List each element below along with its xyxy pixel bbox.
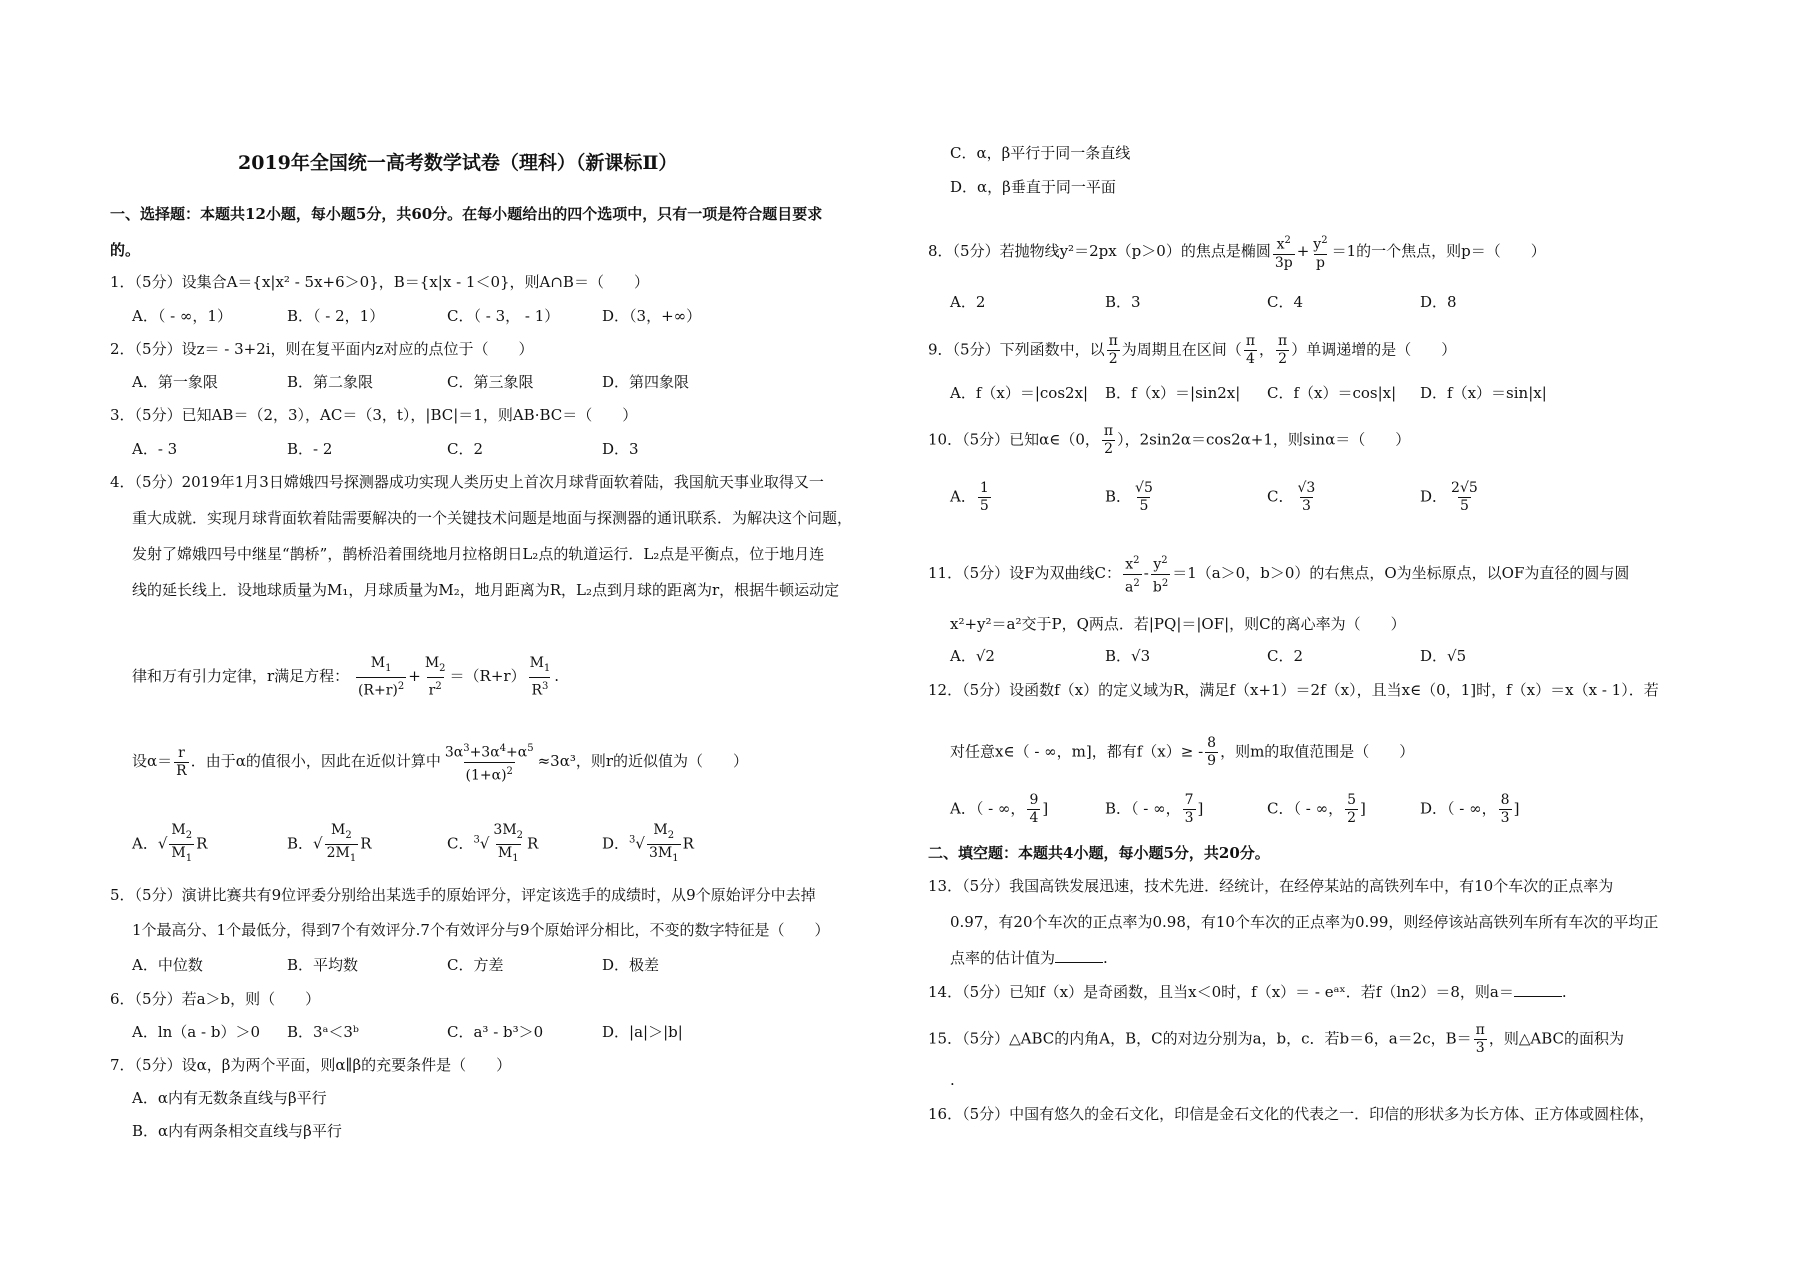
q4-opt-c: C．$^3$√ $\frac{3M_2}{M_1}$ R [447, 822, 538, 867]
section1-heading: 一、选择题：本题共12小题，每小题5分，共60分。在每小题给出的四个选项中，只有一项是符合题目要求 [110, 205, 823, 223]
q6-opt-c: C．a³ - b³＞0 [447, 1023, 544, 1041]
q11-opt-c: C．2 [1267, 647, 1304, 665]
q3-stem: 3．（5分）已知AB＝（2，3），AC＝（3，t），|BC|＝1，则AB·BC＝（ ） [110, 406, 638, 424]
q5-line2: 1个最高分、1个最低分，得到7个有效评分.7个有效评分与9个原始评分相比，不变的数字特征是（ ） [132, 921, 830, 939]
q6-opt-a: A．ln（a - b）＞0 [132, 1023, 260, 1041]
q13-line1: 13．（5分）我国高铁发展迅速，技术先进．经统计，在经停某站的高铁列车中，有10个车次的正点率为 [928, 877, 1614, 895]
q2-opt-d: D．第四象限 [602, 373, 690, 391]
equation-term3: $\frac{M_1}{R^3}$ [529, 655, 551, 699]
q3-opt-c: C．2 [447, 440, 484, 458]
q8-opt-a: A．2 [950, 293, 986, 311]
q10-opt-a: A． $\frac{1}{5}$ [950, 480, 989, 514]
q8-opt-d: D．8 [1420, 293, 1457, 311]
q3-opt-a: A．- 3 [132, 440, 178, 458]
q9-opt-c: C．f（x）＝cos|x| [1267, 384, 1397, 402]
q12-opt-b: B．（ - ∞， $\frac{7}{3}$ ] [1105, 792, 1204, 826]
q16-line1: 16．（5分）中国有悠久的金石文化，印信是金石文化的代表之一．印信的形状多为长方体、正方体或圆柱体， [928, 1105, 1655, 1123]
q1-stem: 1．（5分）设集合A＝{x|x² - 5x+6＞0}，B＝{x|x - 1＜0}，则A∩B＝（ ） [110, 273, 649, 291]
q8-opt-b: B．3 [1105, 293, 1141, 311]
q7-opt-d: D．α，β垂直于同一平面 [950, 178, 1116, 196]
section1-heading-cont: 的。 [110, 241, 141, 259]
q9-stem: 9．（5分）下列函数中，以 $\frac{\pi}{2}$ 为周期且在区间（ $\frac{\pi}{4}$ ， $\frac{\pi}{2}$ ）单调递增的是（ ） [928, 333, 1457, 367]
q14-answer-blank[interactable] [1514, 982, 1562, 997]
q13-line2: 0.97，有20个车次的正点率为0.98，有10个车次的正点率为0.99，则经停该站高铁列车所有车次的平均正 [950, 913, 1659, 931]
q4-line2: 重大成就．实现月球背面软着陆需要解决的一个关键技术问题是地面与探测器的通讯联系．为解决这个问题， [132, 509, 853, 527]
q4-line5-text: 律和万有引力定律，r满足方程： [132, 667, 350, 686]
q15-stem: 15．（5分）△ABC的内角A，B，C的对边分别为a，b，c．若b＝6，a＝2c，B＝ $\frac{\pi}{3}$ ，则△ABC的面积为 [928, 1022, 1624, 1056]
q12-line2: 对任意x∈（ - ∞，m]，都有f（x）≥ - $\frac{8}{9}$ ，则m的取值范围是（ ） [950, 735, 1415, 769]
q1-opt-d: D．（3，+∞） [602, 307, 702, 325]
section2-heading: 二、填空题：本题共4小题，每小题5分，共20分。 [928, 844, 1270, 862]
q7-stem: 7．（5分）设α，β为两个平面，则α∥β的充要条件是（ ） [110, 1056, 512, 1074]
equation-term2: $\frac{M_2}{r^2}$ [424, 655, 446, 699]
q3-opt-d: D．3 [602, 440, 639, 458]
q10-opt-d: D． $\frac{2√5}{5}$ [1420, 480, 1478, 514]
q4-line6: 设α＝ $\frac{r}{R}$ ．由于α的值很小，因此在近似计算中 $\frac{3\alpha^3+3\alpha^4+\alpha^5}{(1+\alpha)^2}$ ≈3α³，则r的近似值为（ ） [132, 740, 748, 784]
q11-opt-d: D．√5 [1420, 647, 1467, 665]
q7-opt-a: A．α内有无数条直线与β平行 [132, 1089, 327, 1107]
q4-opt-a: A．√ $\frac{M_2}{M_1}$ R [132, 822, 207, 867]
q4-line1: 4．（5分）2019年1月3日嫦娥四号探测器成功实现人类历史上首次月球背面软着陆，我国航天事业取得又一 [110, 473, 824, 491]
page-title: 2019年全国统一高考数学试卷（理科）（新课标Ⅱ） [238, 152, 678, 174]
q4-opt-b: B．√ $\frac{M_2}{2M_1}$ R [287, 822, 372, 867]
q5-opt-a: A．中位数 [132, 956, 203, 974]
q8-stem: 8．（5分）若抛物线y²＝2px（p＞0）的焦点是椭圆 $\frac{x^2}{3p}$ + $\frac{y^2}{p}$ ＝1的一个焦点，则p＝（ ） [928, 235, 1546, 271]
q6-opt-d: D．|a|＞|b| [602, 1023, 683, 1041]
q7-opt-c: C．α，β平行于同一条直线 [950, 144, 1131, 162]
q2-opt-a: A．第一象限 [132, 373, 218, 391]
q8-opt-c: C．4 [1267, 293, 1304, 311]
q12-opt-c: C．（ - ∞， $\frac{5}{2}$ ] [1267, 792, 1366, 826]
q15-answer-blank[interactable]: . [950, 1071, 955, 1089]
q1-opt-c: C．（ - 3， - 1） [447, 307, 560, 325]
q11-line2: x²+y²＝a²交于P，Q两点．若|PQ|＝|OF|，则C的离心率为（ ） [950, 615, 1406, 633]
q5-opt-c: C．方差 [447, 956, 504, 974]
q11-opt-a: A．√2 [950, 647, 995, 665]
q14-stem: 14．（5分）已知f（x）是奇函数，且当x＜0时，f（x）＝ - eᵃˣ．若f（ln2）＝8，则a＝ . [928, 983, 1567, 1001]
alpha-def: $\frac{r}{R}$ [176, 744, 187, 779]
q4-line5: 律和万有引力定律，r满足方程： $\frac{M_1}{(R+r)^2}$ + $\frac{M_2}{r^2}$ ＝（R+r） $\frac{M_1}{R^3}$ . [132, 655, 560, 699]
q3-opt-b: B．- 2 [287, 440, 333, 458]
q12-opt-d: D．（ - ∞， $\frac{8}{3}$ ] [1420, 792, 1520, 826]
q2-stem: 2．（5分）设z＝ - 3+2i，则在复平面内z对应的点位于（ ） [110, 340, 534, 358]
approx-fraction: $\frac{3\alpha^3+3\alpha^4+\alpha^5}{(1+\alpha)^2}$ [444, 743, 534, 784]
q2-opt-b: B．第二象限 [287, 373, 374, 391]
q4-opt-d: D．$^3$√ $\frac{M_2}{3M_1}$ R [602, 822, 694, 867]
q11-opt-b: B．√3 [1105, 647, 1151, 665]
q9-opt-a: A．f（x）＝|cos2x| [950, 384, 1089, 402]
q1-opt-a: A．（ - ∞，1） [132, 307, 232, 325]
q5-line1: 5．（5分）演讲比赛共有9位评委分别给出某选手的原始评分，评定该选手的成绩时，从9个原始评分中去掉 [110, 886, 816, 904]
q13-answer-blank[interactable] [1055, 948, 1103, 963]
q12-opt-a: A．（ - ∞， $\frac{9}{4}$ ] [950, 792, 1049, 826]
q10-opt-c: C． $\frac{√3}{3}$ [1267, 480, 1316, 514]
q2-opt-c: C．第三象限 [447, 373, 534, 391]
q9-opt-d: D．f（x）＝sin|x| [1420, 384, 1547, 402]
q1-opt-b: B．（ - 2，1） [287, 307, 385, 325]
equation-term1: $\frac{M_1}{(R+r)^2}$ [357, 655, 405, 699]
q5-opt-d: D．极差 [602, 956, 660, 974]
q11-stem: 11．（5分）设F为双曲线C： $\frac{x^2}{a^2}$ - $\frac{y^2}{b^2}$ ＝1（a＞0，b＞0）的右焦点，O为坐标原点，以OF为直径的圆与圆 [928, 555, 1630, 596]
q10-stem: 10．（5分）已知α∈（0， $\frac{\pi}{2}$ ），2sin2α＝cos2α+1，则sinα＝（ ） [928, 423, 1411, 457]
q5-opt-b: B．平均数 [287, 956, 359, 974]
q9-opt-b: B．f（x）＝|sin2x| [1105, 384, 1241, 402]
q4-line3: 发射了嫦娥四号中继星“鹊桥”，鹊桥沿着围绕地月拉格朗日L₂点的轨道运行．L₂点是平衡点，位于地月连 [132, 545, 825, 563]
q10-opt-b: B． $\frac{√5}{5}$ [1105, 480, 1153, 514]
q13-line3: 点率的估计值为 . [950, 949, 1108, 967]
q6-stem: 6．（5分）若a＞b，则（ ） [110, 990, 321, 1008]
q7-opt-b: B．α内有两条相交直线与β平行 [132, 1122, 342, 1140]
q12-line1: 12．（5分）设函数f（x）的定义域为R，满足f（x+1）＝2f（x），且当x∈（0，1]时，f（x）＝x（x - 1）．若 [928, 681, 1659, 699]
q6-opt-b: B．3ᵃ＜3ᵇ [287, 1023, 359, 1041]
q4-line4: 线的延长线上．设地球质量为M₁，月球质量为M₂，地月距离为R，L₂点到月球的距离为r，根据牛顿运动定 [132, 581, 840, 599]
